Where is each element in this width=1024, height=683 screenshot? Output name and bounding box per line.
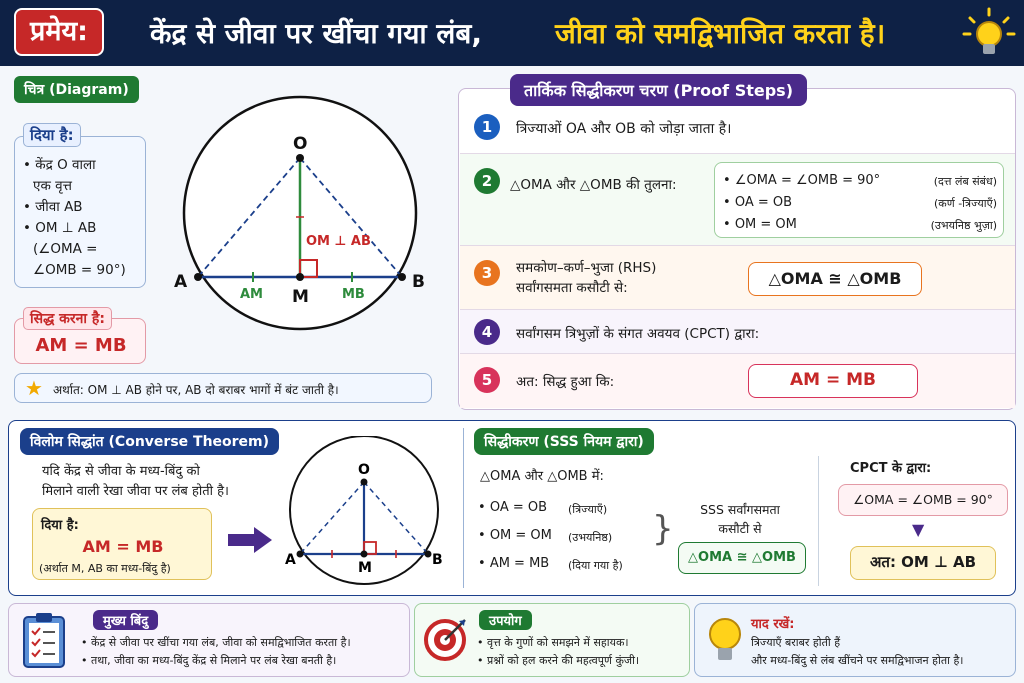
down-arrow-icon: ▼ <box>912 520 925 539</box>
remember-line1: त्रिज्याएँ बराबर होती हैं <box>751 636 841 649</box>
congruence-result: △OMA ≅ △OMB <box>748 262 922 296</box>
converse-text-line2: मिलाने वाली रेखा जीवा पर लंब होती है। <box>42 484 229 499</box>
proof-step-5 <box>460 354 1015 408</box>
key-point-item: • केंद्र से जीवा पर खींचा गया लंब, जीवा को समद्विभाजित करता है। <box>81 636 351 649</box>
converse-given-note: (अर्थात M, AB का मध्य-बिंदु है) <box>39 562 171 575</box>
proof-steps-title: तार्किक सिद्धीकरण चरण (Proof Steps) <box>510 74 807 106</box>
sss-intro: △OMA और △OMB में: <box>480 469 604 484</box>
comparison-reason: (कर्ण -त्रिज्याएँ) <box>934 197 997 210</box>
converse-text-line1: यदि केंद्र से जीवा के मध्य-बिंदु को <box>42 464 200 479</box>
point-a-label: A <box>174 272 188 292</box>
remember-label: याद रखें: <box>751 617 795 632</box>
to-prove-equation: AM = MB <box>35 335 127 356</box>
point-m-label: M <box>358 560 372 576</box>
page-title-part2: जीवा को समद्विभाजित करता है। <box>555 17 886 50</box>
sss-row: • AM = MB <box>478 556 550 571</box>
proof-step-4 <box>460 310 1015 354</box>
point-o-label: O <box>293 134 308 154</box>
given-box <box>14 126 146 288</box>
given-item: • OM ⊥ AB <box>23 220 97 236</box>
remember-box <box>694 603 1016 677</box>
proof-step-2 <box>460 154 1015 246</box>
point-a-label: A <box>285 552 296 568</box>
conclusion: अत: OM ⊥ AB <box>850 546 996 580</box>
comparison-row: • ∠OMA = ∠OMB = 90° <box>723 173 881 188</box>
star-icon: ★ <box>25 376 43 400</box>
sss-reason: (दिया गया है) <box>568 559 623 572</box>
given-item: एक वृत्त <box>33 178 72 194</box>
comparison-reason: (उभयनिष्ठ भुज़ा) <box>930 219 997 232</box>
given-item: • केंद्र O वाला <box>23 157 96 173</box>
lightbulb-icon <box>705 614 745 666</box>
sss-congruence: △OMA ≅ △OMB <box>678 542 806 574</box>
to-prove-title: सिद्ध करना है: <box>23 307 112 330</box>
step-number: 3 <box>474 260 500 286</box>
proof-step-3 <box>460 246 1015 310</box>
point-m-label: M <box>292 287 309 307</box>
step-text-line1: समकोण–कर्ण–भुजा (RHS) <box>516 260 657 276</box>
step-text: अत: सिद्ध हुआ कि: <box>516 374 615 390</box>
usage-label: उपयोग <box>479 610 532 630</box>
perpendicular-label: OM ⊥ AB <box>306 234 371 249</box>
clipboard-icon <box>21 610 67 670</box>
to-prove-box <box>14 311 146 364</box>
step-text-line2: सर्वांगसमता कसौटी से: <box>516 280 628 296</box>
converse-diagram <box>282 436 452 592</box>
given-item: • जीवा AB <box>23 199 83 215</box>
sss-label: सिद्धीकरण (SSS नियम द्वारा) <box>474 428 654 455</box>
converse-label: विलोम सिद्धांत (Converse Theorem) <box>20 428 279 455</box>
given-title: दिया है: <box>23 123 81 147</box>
converse-given-title: दिया है: <box>41 518 79 533</box>
diagram-note <box>14 373 432 403</box>
sss-row: • OA = OB <box>478 500 548 515</box>
key-points-label: मुख्य बिंदु <box>93 610 158 630</box>
step-text: सर्वांगसम त्रिभुज़ों के संगत अवयव (CPCT) द्वारा: <box>516 326 760 342</box>
usage-box <box>414 603 690 677</box>
point-b-label: B <box>412 272 425 292</box>
lightbulb-icon <box>962 6 1016 60</box>
comparison-row: • OM = OM <box>723 217 797 232</box>
key-points-box <box>8 603 410 677</box>
given-item: ∠OMB = 90°) <box>33 262 126 278</box>
step-text: त्रिज्याओं OA और OB को जोड़ा जाता है। <box>516 121 732 137</box>
converse-given-box <box>32 508 212 580</box>
converse-given-equation: AM = MB <box>82 537 164 556</box>
step-number: 2 <box>474 168 500 194</box>
segment-am-label: AM <box>240 287 263 302</box>
proof-step-1 <box>460 104 1015 154</box>
point-b-label: B <box>432 552 443 568</box>
sss-criterion-line2: कसौटी से <box>718 521 762 536</box>
step-number: 5 <box>474 367 500 393</box>
step-text: △OMA और △OMB की तुलना: <box>510 177 677 193</box>
comparison-box <box>714 162 1004 238</box>
given-item: (∠OMA = <box>33 241 98 257</box>
sss-reason: (त्रिज्याएँ) <box>568 503 608 516</box>
cpct-title: CPCT के द्वारा: <box>850 461 932 476</box>
comparison-reason: (दत्त लंब संबंध) <box>933 175 997 188</box>
right-arrow-icon <box>226 525 274 555</box>
cpct-equation: ∠OMA = ∠OMB = 90° <box>838 484 1008 516</box>
diagram-label: चित्र (Diagram) <box>14 76 139 103</box>
page-header <box>0 0 1024 66</box>
sss-row: • OM = OM <box>478 528 552 543</box>
theorem-tag: प्रमेय: <box>14 8 104 56</box>
sss-reason: (उभयनिष्ठ) <box>568 531 613 544</box>
sss-criterion-line1: SSS सर्वांगसमता <box>700 502 780 517</box>
comparison-row: • OA = OB <box>723 195 793 210</box>
point-o-label: O <box>358 462 370 478</box>
final-result: AM = MB <box>748 364 918 398</box>
note-text: अर्थात: OM ⊥ AB होने पर, AB दो बराबर भागों में बंट जाती है। <box>53 383 339 397</box>
usage-item: • वृत्त के गुणों को समझने में सहायक। <box>477 636 629 649</box>
segment-mb-label: MB <box>342 287 365 302</box>
page-title-part1: केंद्र से जीवा पर खींचा गया लंब, <box>150 17 483 50</box>
usage-item: • प्रश्नों को हल करने की महत्वपूर्ण कुंजी। <box>477 654 640 667</box>
step-number: 4 <box>474 319 500 345</box>
key-point-item: • तथा, जीवा का मध्य-बिंदु केंद्र से मिलाने पर लंब रेखा बनती है। <box>81 654 337 667</box>
remember-line2: और मध्य-बिंदु से लंब खींचने पर समद्विभाजन होता है। <box>751 654 964 667</box>
step-number: 1 <box>474 114 500 140</box>
target-icon <box>423 614 471 662</box>
circle-chord-diagram <box>160 86 450 336</box>
